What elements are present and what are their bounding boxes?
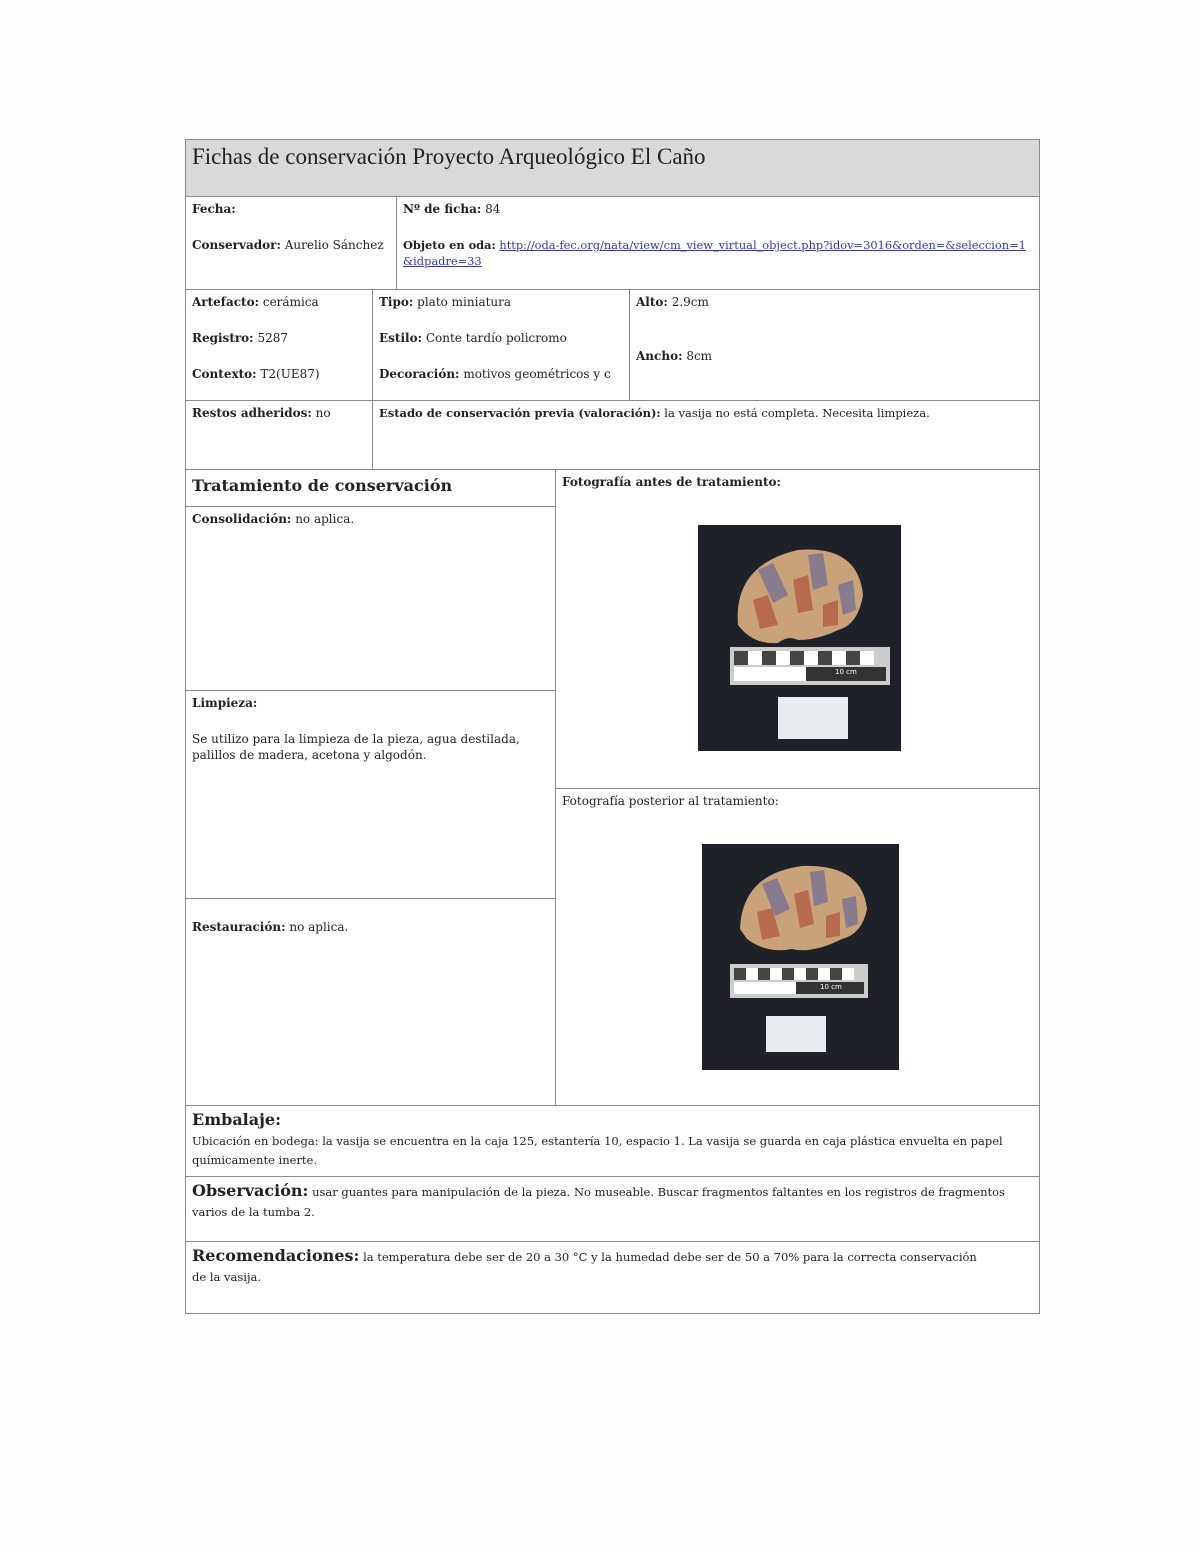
recomendaciones-heading: Recomendaciones: xyxy=(192,1246,360,1265)
limpieza-value: Se utilizo para la limpieza de la pieza, agua destilada, palillos de madera, acetona y algodón. xyxy=(192,732,520,762)
decoracion-label: Decoración: xyxy=(379,367,460,381)
embalaje-cell xyxy=(185,1105,1040,1177)
page-title: Fichas de conservación Proyecto Arqueológico El Caño xyxy=(192,144,706,169)
alto-value: 2.9cm xyxy=(671,295,709,309)
observacion-text: usar guantes para manipulación de la pieza. No museable. Buscar fragmentos faltantes en los registros de fragmentos varios de la tumba 2. xyxy=(192,1185,1005,1219)
observacion-cell xyxy=(185,1176,1040,1242)
estilo-label: Estilo: xyxy=(379,331,422,345)
observacion-heading: Observación: xyxy=(192,1181,309,1200)
restos-cell xyxy=(185,400,373,470)
ancho-label: Ancho: xyxy=(636,349,683,363)
artefacto-label: Artefacto: xyxy=(192,295,260,309)
consolidacion-label: Consolidación: xyxy=(192,512,292,526)
objeto-label: Objeto en oda: xyxy=(403,238,496,252)
limpieza-cell xyxy=(185,690,556,899)
embalaje-heading: Embalaje: xyxy=(192,1110,281,1129)
fecha-cell xyxy=(185,196,397,290)
conservador-label: Conservador: xyxy=(192,238,281,252)
title-bar xyxy=(185,139,1040,197)
embalaje-text: Ubicación en bodega: la vasija se encuentra en la caja 125, estantería 10, espacio 1. La vasija se guarda en caja plástica envuelta en papel químicamente inerte. xyxy=(192,1134,1003,1167)
medidas-cell xyxy=(629,289,1040,401)
alto-label: Alto: xyxy=(636,295,668,309)
registro-label: Registro: xyxy=(192,331,254,345)
registro-value: 5287 xyxy=(257,331,288,345)
restauracion-cell xyxy=(185,898,556,1106)
foto-antes-cell xyxy=(555,469,1040,789)
consolidacion-cell xyxy=(185,506,556,691)
objeto-link[interactable]: http://oda-fec.org/nata/view/cm_view_virtual_object.php?idov=3016&orden=&seleccion=1&idpadre=33 xyxy=(403,238,1026,268)
conservador-value: Aurelio Sánchez xyxy=(284,238,384,252)
fecha-label: Fecha: xyxy=(192,202,236,216)
foto-antes-label: Fotografía antes de tratamiento: xyxy=(562,475,781,489)
restauracion-value: no aplica. xyxy=(289,920,349,934)
decoracion-value: motivos geométricos y c xyxy=(463,367,611,381)
recomendaciones-text: la temperatura debe ser de 20 a 30 °C y la humedad debe ser de 50 a 70% para la correcta conservación de la vasija. xyxy=(192,1250,977,1284)
restauracion-label: Restauración: xyxy=(192,920,286,934)
artefacto-cell xyxy=(185,289,373,401)
photo-after-treatment xyxy=(702,844,899,1070)
estado-value: la vasija no está completa. Necesita limpieza. xyxy=(664,406,930,420)
ancho-value: 8cm xyxy=(686,349,713,363)
limpieza-label: Limpieza: xyxy=(192,696,258,710)
scale-label-before: 10 cm xyxy=(835,668,857,676)
estado-cell xyxy=(372,400,1040,470)
photo-before-treatment xyxy=(698,525,901,751)
ceramic-fragment-image xyxy=(698,525,901,751)
contexto-label: Contexto: xyxy=(192,367,257,381)
tratamiento-heading-cell xyxy=(185,469,556,507)
consolidacion-value: no aplica. xyxy=(295,512,355,526)
restos-label: Restos adheridos: xyxy=(192,406,312,420)
tipo-value: plato miniatura xyxy=(417,295,512,309)
ceramic-fragment-image xyxy=(702,844,899,1070)
tratamiento-heading: Tratamiento de conservación xyxy=(192,476,453,495)
estilo-value: Conte tardío policromo xyxy=(425,331,567,345)
estado-label: Estado de conservación previa (valoración): xyxy=(379,406,661,420)
foto-despues-cell xyxy=(555,788,1040,1106)
contexto-value: T2(UE87) xyxy=(260,367,320,381)
artefacto-value: cerámica xyxy=(262,295,319,309)
tipo-label: Tipo: xyxy=(379,295,414,309)
restos-value: no xyxy=(315,406,331,420)
tipo-cell xyxy=(372,289,630,401)
ficha-cell xyxy=(396,196,1040,290)
foto-despues-label: Fotografía posterior al tratamiento: xyxy=(562,794,779,808)
scale-label-after: 10 cm xyxy=(820,983,842,991)
recomendaciones-cell xyxy=(185,1241,1040,1314)
ficha-label: Nº de ficha: xyxy=(403,202,482,216)
ficha-value: 84 xyxy=(485,202,501,216)
